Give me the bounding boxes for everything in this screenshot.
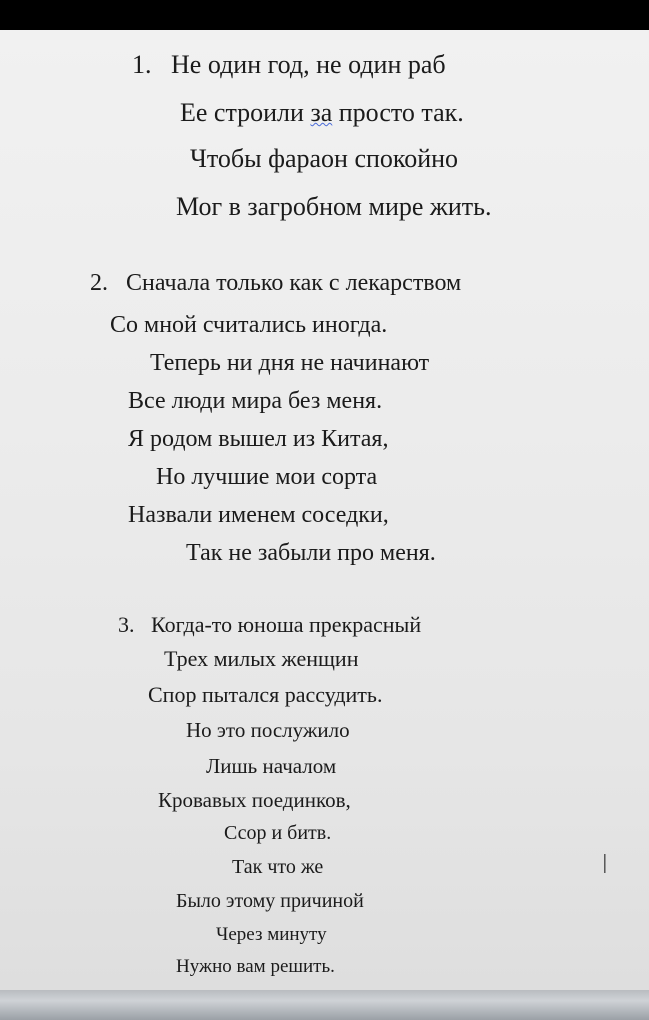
top-black-bar — [0, 0, 649, 30]
stanza-3-line-8 — [232, 856, 323, 879]
stanza-3-line-11 — [176, 956, 335, 978]
stanza-3-text-11: Нужно вам решить. — [176, 956, 335, 977]
stanza-3-line-4 — [186, 718, 350, 743]
stanza-3-text-10: Через минуту — [216, 924, 327, 945]
stanza-3-text-2: Трех милых женщин — [164, 646, 359, 671]
stanza-2-line-1 — [90, 270, 461, 297]
stanza-3-text-5: Лишь началом — [206, 754, 337, 778]
stanza-2-line-6 — [156, 464, 377, 491]
stanza-3-text-1: Когда-то юноша прекрасный — [151, 612, 422, 637]
stanza-2-text-4: Все люди мира без меня. — [128, 388, 383, 414]
stanza-3-text-9: Было этому причиной — [176, 890, 364, 912]
stanza-3-line-2 — [164, 646, 358, 672]
stanza-2-line-2 — [110, 312, 387, 339]
stanza-2-line-8 — [186, 540, 436, 567]
stanza-3-text-3: Спор пытался рассудить. — [148, 682, 383, 707]
stanza-3-text-7: Ссор и битв. — [224, 822, 332, 844]
stanza-1-number: 1. — [132, 50, 152, 79]
stanza-3-line-6 — [158, 788, 351, 813]
stanza-1-text-2a: Ее строили — [180, 98, 304, 127]
stanza-2-text-3: Теперь ни дня не начинают — [150, 350, 430, 376]
stanza-1-text-4: Мог в загробном мире жить. — [176, 192, 492, 221]
stanza-3-text-6: Кровавых поединков, — [158, 788, 351, 812]
stanza-3-text-8: Так что же — [232, 856, 324, 878]
stanza-3-line-1 — [118, 612, 421, 638]
stanza-1-line-3 — [190, 144, 458, 174]
monitor-bezel — [0, 990, 649, 1020]
stanza-3-line-3 — [148, 682, 382, 708]
spellcheck-word[interactable]: за — [310, 98, 333, 127]
stanza-2-text-1: Сначала только как с лекарством — [126, 270, 462, 296]
stanza-1-line-4 — [176, 192, 492, 222]
stanza-2-line-5 — [128, 426, 388, 453]
stanza-2-line-3 — [150, 350, 429, 377]
stanza-1-text-2b: просто так. — [338, 98, 464, 127]
document-page — [0, 30, 649, 990]
stanza-1-text-1: Не один год, не один раб — [171, 50, 446, 79]
stanza-3-line-10 — [216, 924, 327, 946]
stanza-2-number: 2. — [90, 270, 108, 296]
stanza-2-text-2: Со мной считались иногда. — [110, 312, 388, 338]
stanza-3-text-4: Но это послужило — [186, 718, 350, 742]
stanza-1-text-3: Чтобы фараон спокойно — [190, 144, 459, 173]
text-cursor-icon: I — [601, 850, 609, 880]
stanza-3-line-9 — [176, 890, 364, 913]
stanza-1-line-1 — [132, 50, 446, 80]
stanza-3-number: 3. — [118, 612, 135, 637]
stanza-1-line-2 — [180, 98, 464, 128]
stanza-2-text-5: Я родом вышел из Китая, — [128, 426, 389, 452]
stanza-2-line-4 — [128, 388, 382, 415]
stanza-2-line-7 — [128, 502, 389, 529]
stanza-2-text-8: Так не забыли про меня. — [186, 540, 436, 566]
stanza-2-text-7: Назвали именем соседки, — [128, 502, 389, 528]
stanza-2-text-6: Но лучшие мои сорта — [156, 464, 378, 490]
stanza-3-line-7 — [224, 822, 331, 845]
stanza-3-line-5 — [206, 754, 336, 779]
